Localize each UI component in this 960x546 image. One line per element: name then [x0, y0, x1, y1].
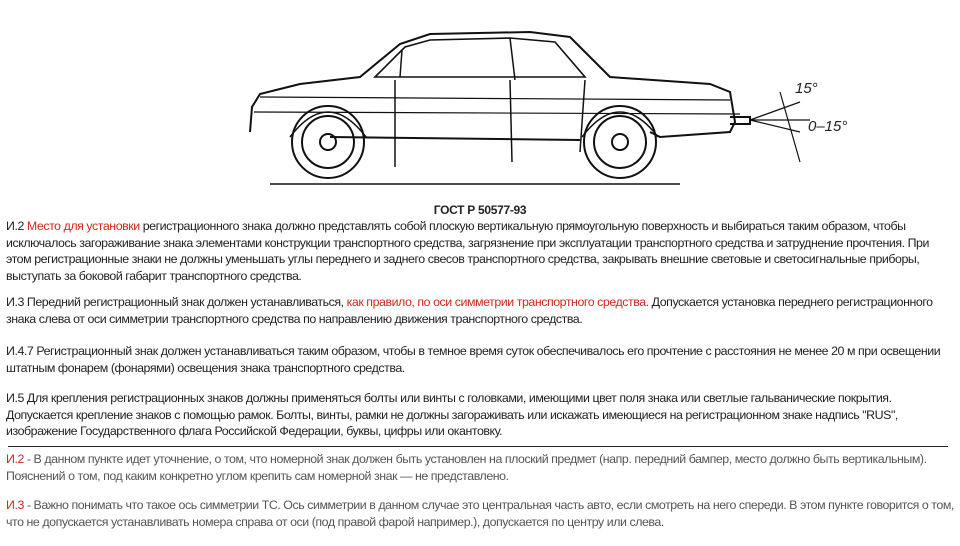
note-i3	[6, 497, 954, 530]
highlight: как правило, по оси симметрии транспортного средства.	[346, 295, 649, 309]
note-label: И.3	[6, 498, 24, 512]
note-text: - Важно понимать что такое ось симметрии ТС. Ось симметрии в данном случае это центральная часть авто, если смотреть на него спереди. В этом пункте говорится о том, что не допускается устанавливать номера справа от оси (под правой фарой например.), допускается по центру или слева.	[6, 498, 954, 529]
note-i2	[6, 451, 954, 484]
text: регистрационного знака должно представлять собой плоскую вертикальную прямоугольную поверхность и выбираться таким образом, чтобы исключалось загораживание знака элементами конструкции транспортного средства, загрязнение при эксплуатации транспортного средства и затруднение прочтения. При этом регистрационные знаки не должны уменьшать углы переднего и заднего свесов транспортного средства, закрывать внешние световые и светосигнальные приборы, выступать за боковой габарит транспортного средства.	[6, 219, 929, 283]
note-label: И.2	[6, 452, 24, 466]
text: Допускается установка переднего регистрационного знака слева от оси симметрии транспортного средства по направлению движения транспортного средства.	[6, 295, 933, 326]
angle-bottom-label: 0–15°	[808, 118, 848, 135]
angle-top-label: 15°	[795, 80, 818, 97]
text: И.3 Передний регистрационный знак должен устанавливаться,	[6, 295, 347, 309]
paragraph-i3	[6, 294, 954, 327]
note-text: - В данном пункте идет уточнение, о том, что номерной знак должен быть установлен на плоский предмет (напр. передний бампер, место должно быть вертикальным). Пояснений о том, под каким конкретно углом крепить сам номерной знак — не представлено.	[6, 452, 927, 483]
text: И.2	[6, 219, 27, 233]
standard-title: ГОСТ Р 50577-93	[433, 203, 527, 217]
paragraph-i5: И.5 Для крепления регистрационных знаков должны применяться болты или винты с головками, имеющими цвет поля знака или светлые гальванические покрытия. Допускается крепление знаков с помощью рамок. Болты, винты, рамки не должны загораживать или искажать имеющиеся на регистрационном знаке надпись "RUS", изображение Государственного флага Российской Федерации, буквы, цифры или окантовку.	[6, 391, 898, 439]
divider	[8, 446, 948, 447]
car-diagram	[240, 2, 880, 192]
paragraph-i2	[6, 218, 954, 284]
paragraph-i47: И.4.7 Регистрационный знак должен устанавливаться таким образом, чтобы в темное время суток обеспечивалось его прочтение с расстояния не менее 20 м при освещении штатным фонарем (фонарями) освещения знака транспортного средства.	[6, 344, 941, 375]
highlight: Место для установки	[26, 219, 140, 233]
